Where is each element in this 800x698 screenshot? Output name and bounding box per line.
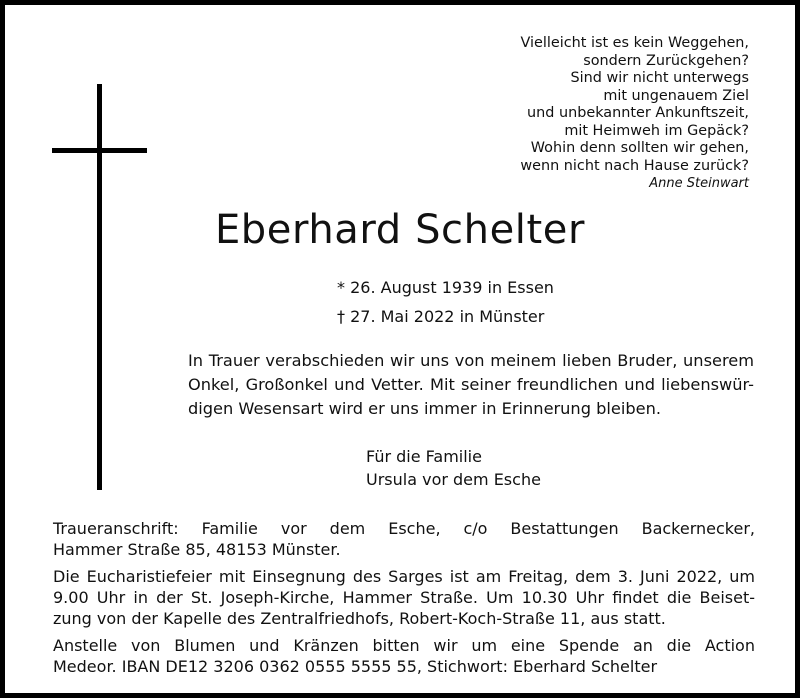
family-signature [366, 445, 541, 491]
address-line: Hammer Straße 85, 48153 Münster. [53, 540, 341, 559]
mourning-line: In Trauer verabschieden wir uns von meinem lieben Bruder, unserem [188, 351, 754, 370]
poem-line: mit Heimweh im Gepäck? [564, 122, 749, 139]
address-line: Traueranschrift: Familie vor dem Esche, c/o Bestattungen Backernecker, [53, 519, 755, 538]
cross-vertical-bar [97, 84, 102, 490]
poem-line: Sind wir nicht unterwegs [570, 70, 749, 86]
service-line: Die Eucharistiefeier mit Einsegnung des Sarges ist am Freitag, dem 3. Juni 2022, um [53, 567, 755, 586]
mourning-line: digen Wesensart wird er uns immer in Erinnerung bleiben. [188, 399, 661, 418]
poem-line: Wohin denn sollten wir gehen, [530, 140, 749, 156]
mourning-address [53, 518, 755, 560]
deceased-name: Eberhard Schelter [214, 207, 586, 253]
signature-name: Ursula vor dem Esche [366, 470, 541, 489]
poem [520, 35, 749, 193]
death-date: † 27. Mai 2022 in Münster [337, 307, 545, 326]
cross-horizontal-bar [52, 148, 147, 153]
poem-line: Vielleicht ist es kein Weggehen, [520, 35, 749, 51]
mourning-line: Onkel, Großonkel und Vetter. Mit seiner freundlichen und liebenswür- [188, 375, 754, 394]
service-line: 9.00 Uhr in der St. Joseph-Kirche, Hammer Straße. Um 10.30 Uhr findet die Beiset- [53, 588, 755, 607]
poem-line: mit ungenauem Ziel [603, 87, 749, 104]
signature-line: Für die Familie [366, 447, 482, 466]
service-info [53, 566, 755, 629]
donation-info [53, 635, 755, 677]
service-line: zung von der Kapelle des Zentralfriedhofs, Robert-Koch-Straße 11, aus statt. [53, 609, 666, 628]
birth-date: * 26. August 1939 in Essen [337, 278, 554, 297]
poem-line: und unbekannter Ankunftszeit, [527, 105, 749, 121]
donation-line: Anstelle von Blumen und Kränzen bitten wir um eine Spende an die Action [53, 636, 755, 655]
poem-line: wenn nicht nach Hause zurück? [520, 157, 749, 174]
donation-line: Medeor. IBAN DE12 3206 0362 0555 5555 55, Stichwort: Eberhard Schelter [53, 657, 658, 676]
poem-line: sondern Zurückgehen? [583, 52, 749, 69]
poem-author: Anne Steinwart [649, 176, 749, 191]
obituary-notice [5, 5, 795, 693]
life-dates [337, 273, 554, 331]
mourning-text [188, 349, 754, 421]
